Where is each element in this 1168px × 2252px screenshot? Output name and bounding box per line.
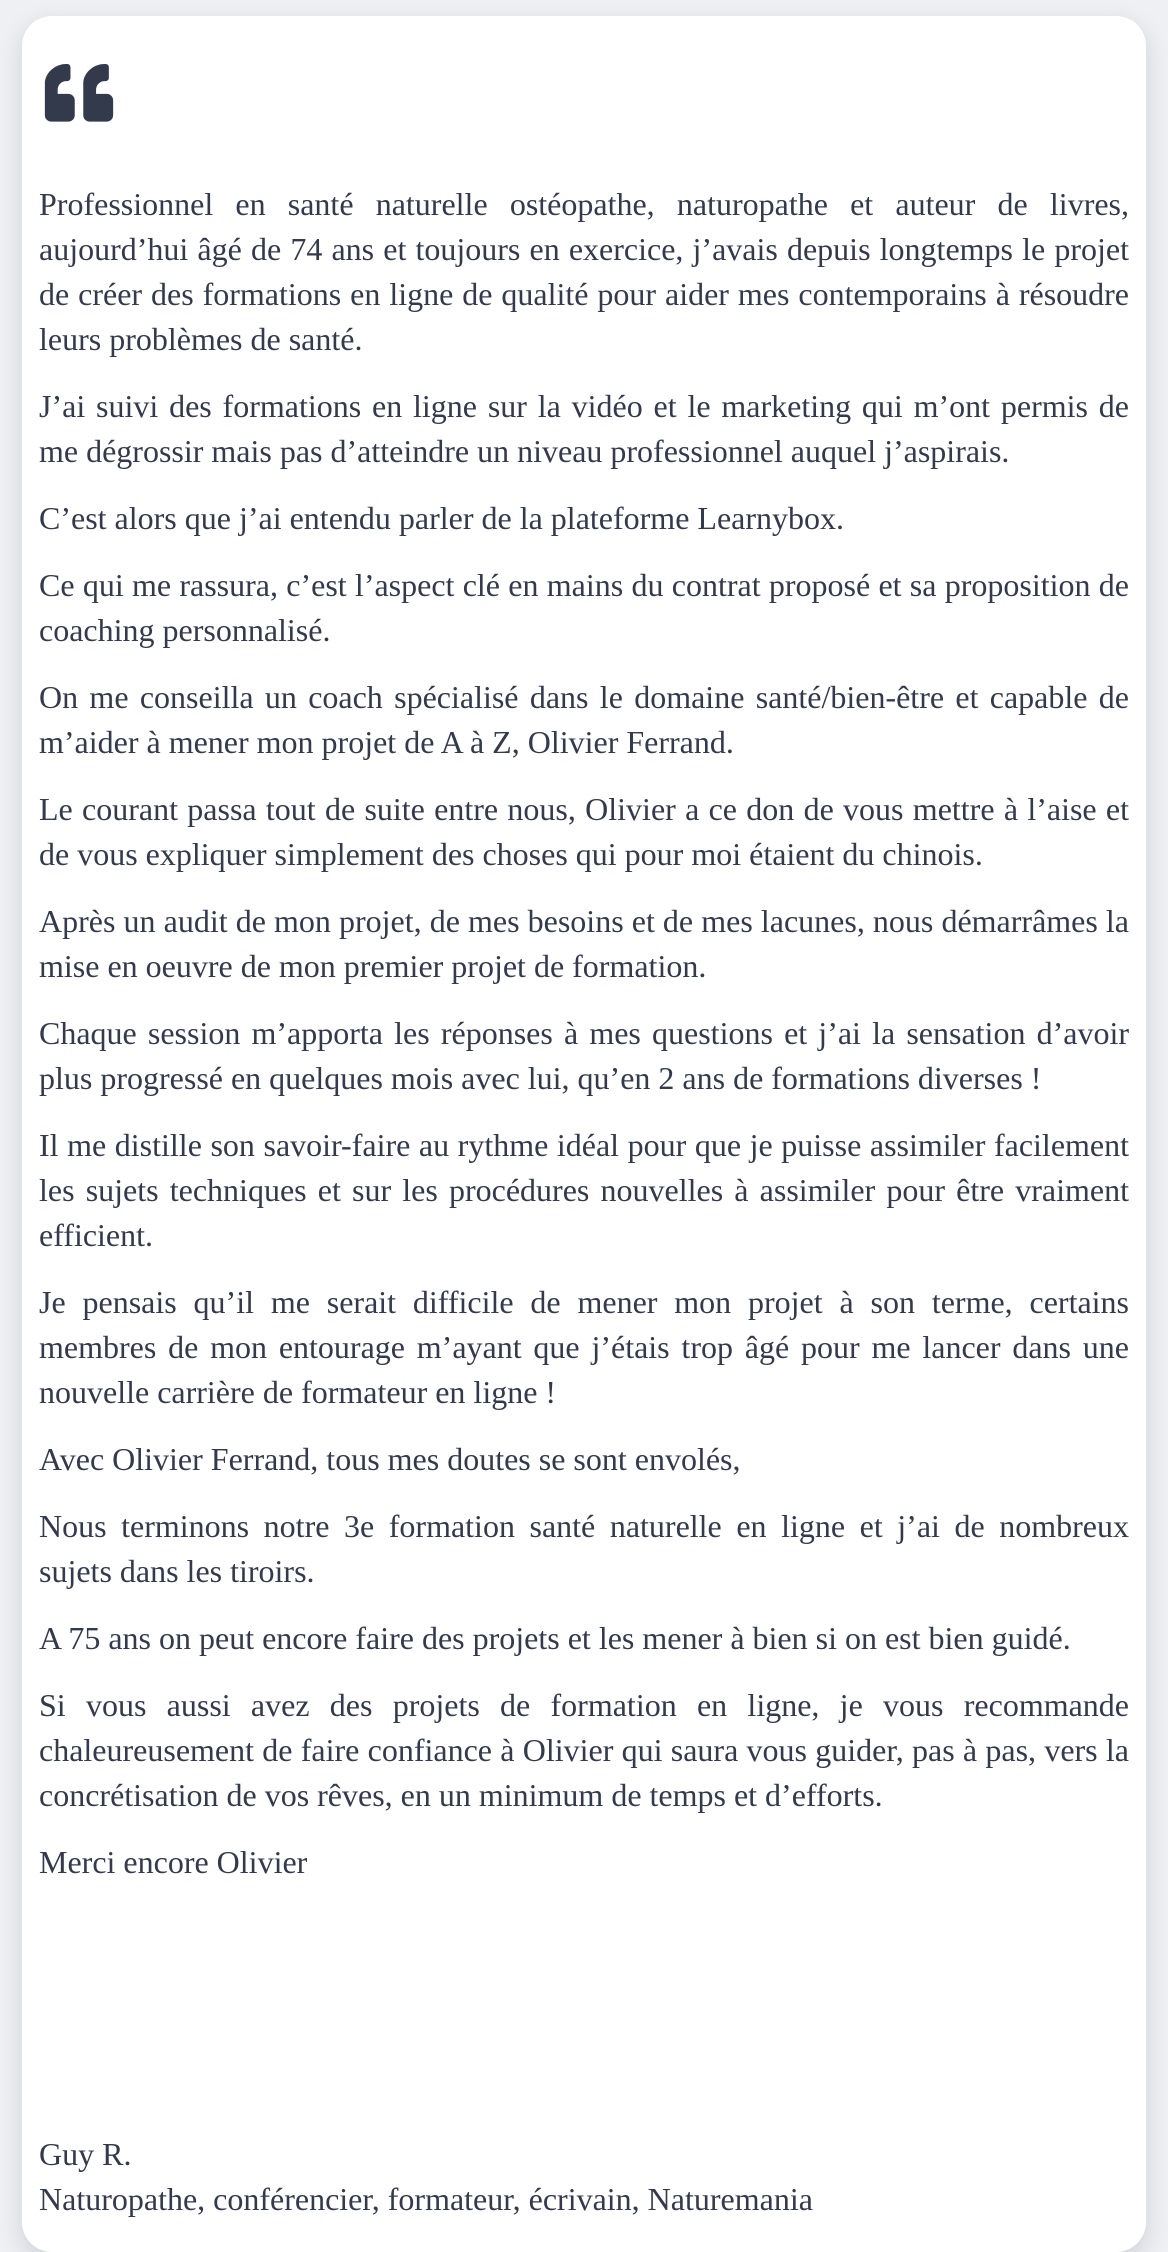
testimonial-paragraph: On me conseilla un coach spécialisé dans le domaine santé/bien-être et capable de m’aider à mener mon projet de A à Z, Olivier Ferrand. [39,679,1129,760]
testimonial-paragraph: Chaque session m’apporta les réponses à mes questions et j’ai la sensation d’avoir plus progressé en quelques mois avec lui, qu’en 2 ans de formations diverses ! [39,1015,1129,1096]
testimonial-paragraph: Il me distille son savoir-faire au rythme idéal pour que je puisse assimiler facilement les sujets techniques et sur les procédures nouvelles à assimiler pour être vraiment efficient. [39,1127,1129,1253]
signature [39,2132,1129,2222]
testimonial-paragraph: Le courant passa tout de suite entre nous, Olivier a ce don de vous mettre à l’aise et de vous expliquer simplement des choses qui pour moi étaient du chinois. [39,791,1129,872]
blank-space [39,1907,1129,2132]
testimonial-paragraph: Ce qui me rassura, c’est l’aspect clé en mains du contrat proposé et sa proposition de coaching personnalisé. [39,567,1129,648]
testimonial-body [39,182,1129,1885]
testimonial-paragraph: Nous terminons notre 3e formation santé naturelle en ligne et j’ai de nombreux sujets dans les tiroirs. [39,1508,1129,1589]
testimonial-paragraph: C’est alors que j’ai entendu parler de la plateforme Learnybox. [39,500,844,536]
testimonial-paragraph: Je pensais qu’il me serait difficile de mener mon projet à son terme, certains membres de mon entourage m’ayant que j’étais trop âgé pour me lancer dans une nouvelle carrière de formateur en ligne ! [39,1284,1129,1410]
testimonial-paragraph: Si vous aussi avez des projets de formation en ligne, je vous recommande chaleureusement de faire confiance à Olivier qui saura vous guider, pas à pas, vers la concrétisation de vos rêves, en un minimum de temps et d’efforts. [39,1687,1129,1813]
signature-name: Guy R. [39,2136,132,2172]
testimonial-card [22,16,1146,2252]
testimonial-paragraph: J’ai suivi des formations en ligne sur la vidéo et le marketing qui m’ont permis de me dégrossir mais pas d’atteindre un niveau professionnel auquel j’aspirais. [39,388,1129,469]
testimonial-paragraph: Après un audit de mon projet, de mes besoins et de mes lacunes, nous démarrâmes la mise en oeuvre de mon premier projet de formation. [39,903,1129,984]
testimonial-paragraph: Professionnel en santé naturelle ostéopathe, naturopathe et auteur de livres, aujourd’hui âgé de 74 ans et toujours en exercice, j’avais depuis longtemps le projet de créer des formations en ligne de qualité pour aider mes contemporains à résoudre leurs problèmes de santé. [39,186,1129,357]
quote-left-icon [41,64,117,128]
testimonial-paragraph: Merci encore Olivier [39,1844,308,1880]
signature-title: Naturopathe, conférencier, formateur, écrivain, Naturemania [39,2181,813,2217]
testimonial-paragraph: A 75 ans on peut encore faire des projets et les mener à bien si on est bien guidé. [39,1620,1071,1656]
testimonial-paragraph: Avec Olivier Ferrand, tous mes doutes se sont envolés, [39,1441,741,1477]
